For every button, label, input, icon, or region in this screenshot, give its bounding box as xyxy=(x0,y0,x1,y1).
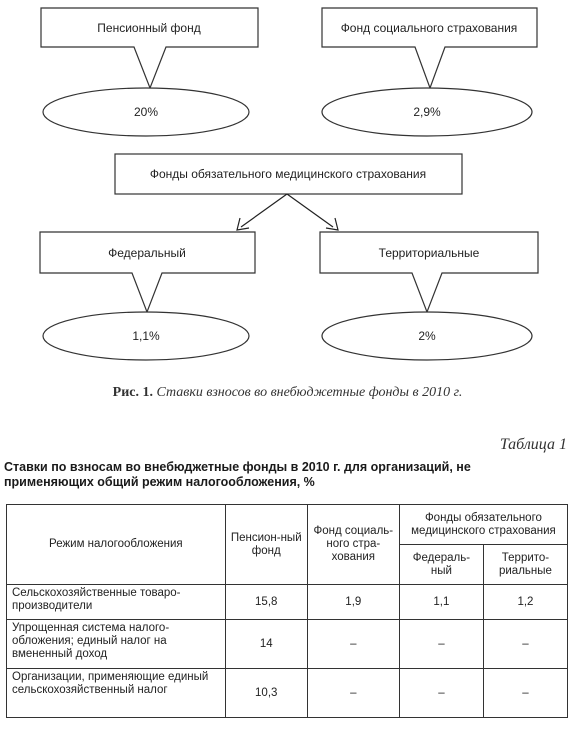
social-rate-value: 2,9% xyxy=(413,105,441,119)
row-mode: Организации, применяющие единый сельскохозяйственный налог xyxy=(7,669,226,718)
header-social: Фонд социаль-ного стра-хования xyxy=(307,505,399,585)
table-row xyxy=(7,669,568,718)
header-mode: Режим налогообложения xyxy=(7,505,226,585)
row-territorial: – xyxy=(483,669,567,718)
row-pension: 14 xyxy=(225,620,307,669)
header-pension: Пенсион-ный фонд xyxy=(225,505,307,585)
territorial-fund-node xyxy=(320,232,538,312)
territorial-rate-node xyxy=(322,312,532,360)
pension-rate-value: 20% xyxy=(133,105,159,119)
table-title: Ставки по взносам во внебюджетные фонды в 2010 г. для организаций, не применяющих общий режим налогообложения, % xyxy=(4,460,471,489)
territorial-rate-value: 2% xyxy=(418,329,436,343)
row-pension: 15,8 xyxy=(225,585,307,620)
figure-caption-text: Ставки взносов во внебюджетные фонды в 2010 г. xyxy=(156,385,463,400)
medical-funds-label: Фонды обязательного медицинского страхования xyxy=(149,167,427,181)
rates-table xyxy=(6,504,568,718)
row-federal: – xyxy=(399,620,483,669)
header-federal: Федераль-ный xyxy=(399,545,483,585)
federal-rate-value: 1,1% xyxy=(132,329,160,343)
row-pension: 10,3 xyxy=(225,669,307,718)
row-mode: Сельскохозяйственные товаро-производители xyxy=(7,585,226,620)
social-fund-node xyxy=(322,8,537,88)
medical-arrows xyxy=(237,194,338,230)
social-rate-node xyxy=(322,88,532,136)
figure-caption-label: Рис. 1. xyxy=(112,385,153,400)
row-territorial: 1,2 xyxy=(483,585,567,620)
federal-fund-node xyxy=(40,232,255,312)
figure-caption xyxy=(0,385,575,401)
table-row xyxy=(7,585,568,620)
medical-funds-node xyxy=(115,154,462,194)
federal-fund-label: Федеральный xyxy=(108,246,186,260)
row-social: – xyxy=(307,620,399,669)
row-territorial: – xyxy=(483,620,567,669)
table-label: Таблица 1 xyxy=(499,436,567,453)
pension-rate-node xyxy=(43,88,249,136)
table-row xyxy=(7,620,568,669)
pension-fund-node xyxy=(41,8,258,88)
social-fund-label: Фонд социального страхования xyxy=(340,21,518,35)
pension-fund-label: Пенсионный фонд xyxy=(97,21,201,35)
row-federal: – xyxy=(399,669,483,718)
territorial-fund-label: Территориальные xyxy=(378,246,480,260)
header-territorial: Террито-риальные xyxy=(483,545,567,585)
row-mode: Упрощенная система налого-обложения; единый налог на вмененный доход xyxy=(7,620,226,669)
header-medical: Фонды обязательного медицинского страхования xyxy=(399,505,567,545)
table-header-row xyxy=(7,505,568,545)
row-federal: 1,1 xyxy=(399,585,483,620)
row-social: – xyxy=(307,669,399,718)
row-social: 1,9 xyxy=(307,585,399,620)
federal-rate-node xyxy=(43,312,249,360)
